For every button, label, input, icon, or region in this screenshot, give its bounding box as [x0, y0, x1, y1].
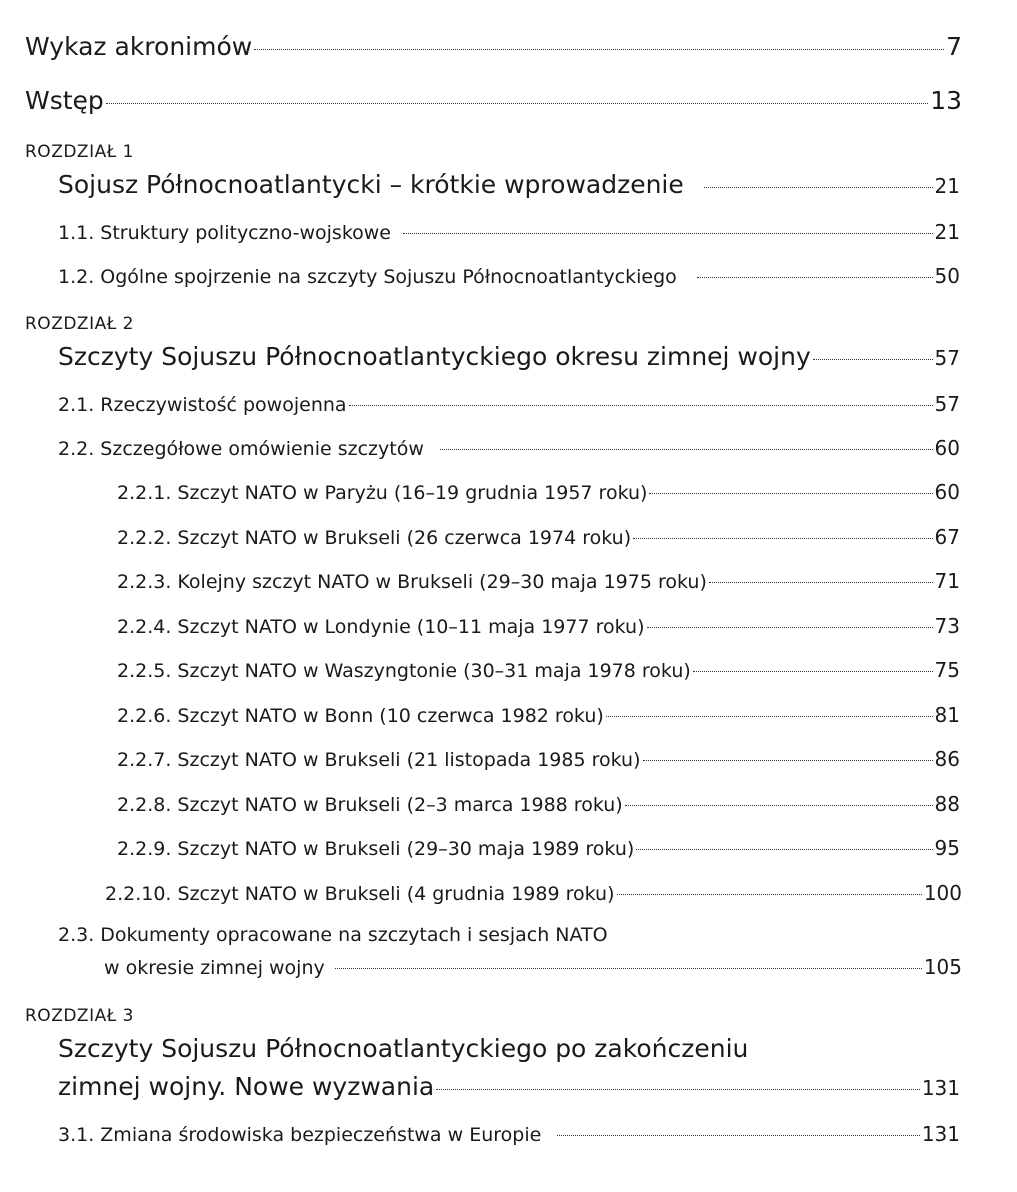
toc-entry-2-2-9 [117, 836, 960, 860]
dot-leader [647, 627, 933, 628]
toc-entry-title: 1.2. Ogólne spojrzenie na szczyty Sojuszu Północnoatlantyckiego [58, 266, 677, 288]
dot-leader [254, 49, 944, 50]
dot-leader [709, 582, 933, 583]
toc-entry-1-2 [58, 264, 960, 288]
toc-chapter-3-title-line1: Szczyty Sojuszu Północnoatlantyckiego po zakończeniu [58, 1034, 749, 1063]
dot-leader [697, 277, 933, 278]
toc-entry-page: 100 [923, 881, 962, 905]
toc-entry-page: 21 [934, 174, 960, 198]
toc-entry-page: 88 [934, 792, 960, 816]
toc-entry-title: 2.2.4. Szczyt NATO w Londynie (10–11 maja 1977 roku) [117, 616, 645, 638]
toc-entry-page: 60 [934, 480, 960, 504]
dot-leader [617, 894, 922, 895]
dot-leader [440, 449, 933, 450]
toc-entry-2-2-8 [117, 792, 960, 816]
toc-entry-page: 57 [934, 346, 960, 370]
dot-leader [625, 805, 933, 806]
dot-leader [813, 359, 933, 360]
toc-entry-page: 131 [921, 1122, 960, 1146]
toc-entry-page: 81 [934, 703, 960, 727]
toc-entry-title: 2.2.9. Szczyt NATO w Brukseli (29–30 maja 1989 roku) [117, 838, 635, 860]
toc-entry-page: 95 [934, 836, 960, 860]
dot-leader [633, 538, 932, 539]
toc-entry-2-2 [58, 436, 960, 460]
dot-leader [349, 405, 933, 406]
toc-entry-title: 2.2.6. Szczyt NATO w Bonn (10 czerwca 1982 roku) [117, 705, 604, 727]
toc-entry-page: 71 [934, 569, 960, 593]
toc-entry-page: 13 [930, 86, 962, 115]
toc-entry-introduction [25, 86, 962, 115]
toc-entry-page: 105 [923, 955, 962, 979]
dot-leader [403, 233, 933, 234]
dot-leader [436, 1089, 920, 1090]
toc-entry-title: w okresie zimnej wojny [104, 957, 325, 979]
toc-chapter-2-title [58, 342, 960, 371]
dot-leader [106, 103, 928, 104]
toc-entry-page: 86 [934, 747, 960, 771]
toc-entry-title: 3.1. Zmiana środowiska bezpieczeństwa w Europie [58, 1124, 542, 1146]
toc-entry-acronyms [25, 32, 962, 61]
toc-entry-title: 2.2.2. Szczyt NATO w Brukseli (26 czerwca 1974 roku) [117, 527, 632, 549]
toc-chapter-3-title [58, 1072, 960, 1101]
dot-leader [693, 671, 933, 672]
toc-entry-page: 60 [934, 436, 960, 460]
chapter-label-3: ROZDZIAŁ 3 [25, 1006, 134, 1026]
dot-leader [636, 849, 932, 850]
toc-entry-2-2-6 [117, 703, 960, 727]
chapter-label-2: ROZDZIAŁ 2 [25, 314, 134, 334]
toc-entry-title: Szczyty Sojuszu Północnoatlantyckiego okresu zimnej wojny [58, 342, 811, 371]
toc-entry-title: 2.2. Szczegółowe omówienie szczytów [58, 438, 424, 460]
toc-entry-title: 2.1. Rzeczywistość powojenna [58, 394, 347, 416]
toc-entry-title: 2.2.7. Szczyt NATO w Brukseli (21 listopada 1985 roku) [117, 749, 641, 771]
toc-entry-title: Wstęp [25, 86, 104, 115]
chapter-label-1: ROZDZIAŁ 1 [25, 142, 134, 162]
dot-leader [557, 1135, 920, 1136]
toc-entry-page: 50 [934, 264, 960, 288]
toc-entry-2-3-line1: 2.3. Dokumenty opracowane na szczytach i sesjach NATO [58, 924, 608, 946]
toc-entry-3-1 [58, 1122, 960, 1146]
toc-entry-title: Sojusz Północnoatlantycki – krótkie wprowadzenie [58, 170, 684, 199]
toc-entry-2-1 [58, 392, 960, 416]
toc-entry-2-3 [104, 955, 962, 979]
toc-entry-title: 2.2.8. Szczyt NATO w Brukseli (2–3 marca 1988 roku) [117, 794, 623, 816]
dot-leader [643, 760, 933, 761]
dot-leader [335, 968, 922, 969]
toc-entry-page: 131 [921, 1076, 960, 1100]
toc-entry-2-2-4 [117, 614, 960, 638]
toc-entry-2-2-2 [117, 525, 960, 549]
toc-entry-page: 75 [934, 658, 960, 682]
toc-entry-page: 67 [934, 525, 960, 549]
toc-entry-page: 21 [934, 220, 960, 244]
toc-entry-title: Wykaz akronimów [25, 32, 253, 61]
toc-entry-1-1 [58, 220, 960, 244]
toc-entry-2-2-1 [117, 480, 960, 504]
toc-entry-page: 7 [946, 32, 962, 61]
toc-entry-title: 1.1. Struktury polityczno-wojskowe [58, 222, 392, 244]
toc-entry-page: 73 [934, 614, 960, 638]
toc-entry-2-2-7 [117, 747, 960, 771]
toc-entry-2-2-5 [117, 658, 960, 682]
dot-leader [606, 716, 933, 717]
toc-entry-title: 2.2.10. Szczyt NATO w Brukseli (4 grudnia 1989 roku) [105, 883, 615, 905]
toc-entry-2-2-10 [105, 881, 962, 905]
toc-entry-title: 2.2.5. Szczyt NATO w Waszyngtonie (30–31 maja 1978 roku) [117, 660, 691, 682]
toc-chapter-1-title [58, 170, 960, 199]
dot-leader [704, 187, 933, 188]
toc-entry-title: zimnej wojny. Nowe wyzwania [58, 1072, 435, 1101]
toc-entry-title: 2.2.3. Kolejny szczyt NATO w Brukseli (29–30 maja 1975 roku) [117, 571, 707, 593]
toc-entry-2-2-3 [117, 569, 960, 593]
toc-entry-title: 2.2.1. Szczyt NATO w Paryżu (16–19 grudnia 1957 roku) [117, 482, 648, 504]
dot-leader [649, 493, 932, 494]
toc-entry-page: 57 [934, 392, 960, 416]
